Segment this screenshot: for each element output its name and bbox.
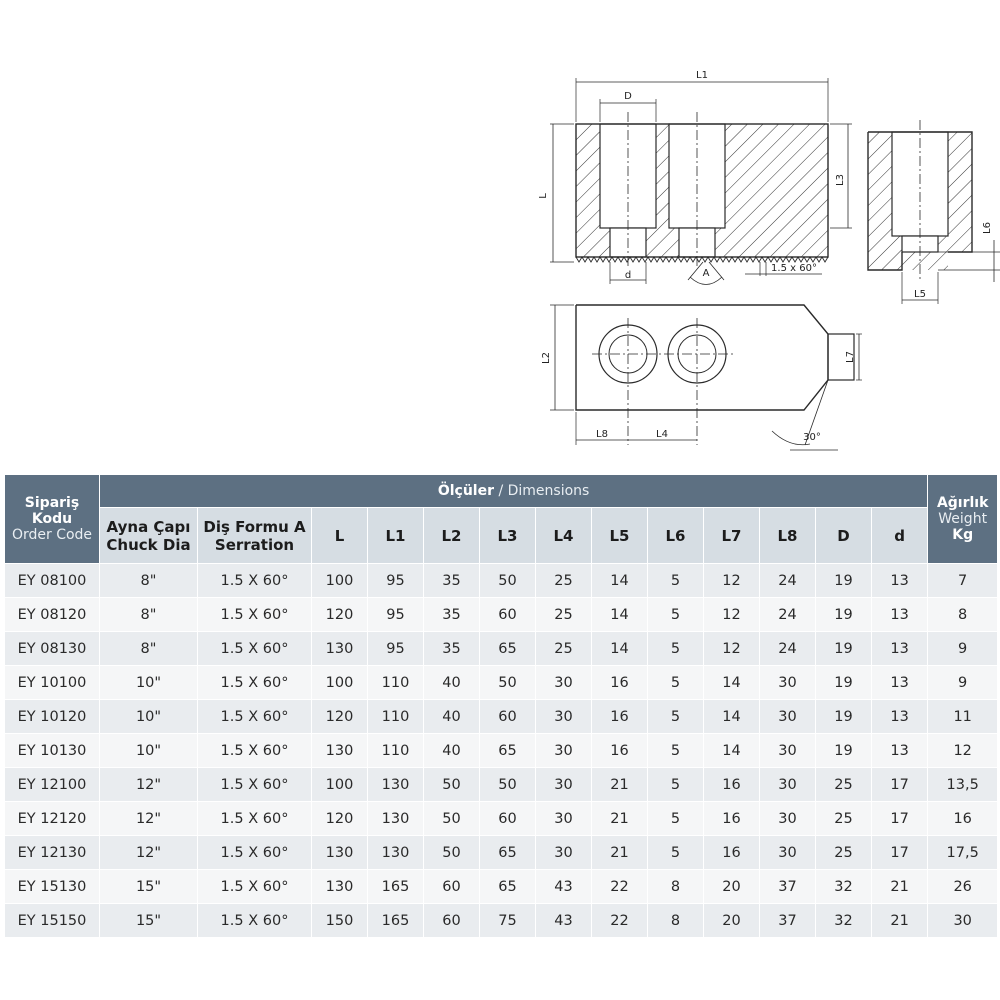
- table-cell: 30: [536, 802, 592, 836]
- table-cell: 60: [424, 870, 480, 904]
- table-cell: 100: [312, 666, 368, 700]
- table-cell: 8: [928, 598, 998, 632]
- table-cell: 17,5: [928, 836, 998, 870]
- table-cell: 22: [592, 870, 648, 904]
- table-cell: 30: [536, 734, 592, 768]
- table-row: [5, 666, 998, 700]
- table-cell: 12: [704, 564, 760, 598]
- table-cell: 13: [872, 632, 928, 666]
- table-cell: 12": [100, 836, 198, 870]
- table-cell: 30: [760, 700, 816, 734]
- order-code-cell: EY 12130: [5, 836, 100, 870]
- table-cell: 30: [536, 768, 592, 802]
- table-cell: 30: [760, 734, 816, 768]
- table-cell: 16: [928, 802, 998, 836]
- table-cell: 14: [704, 666, 760, 700]
- table-cell: 40: [424, 700, 480, 734]
- table-cell: 24: [760, 564, 816, 598]
- table-cell: 100: [312, 564, 368, 598]
- table-cell: 26: [928, 870, 998, 904]
- table-row: [5, 734, 998, 768]
- table-cell: 1.5 X 60°: [198, 564, 312, 598]
- order-code-cell: EY 10130: [5, 734, 100, 768]
- dim-label-L4: L4: [656, 429, 668, 440]
- table-cell: 65: [480, 734, 536, 768]
- table-cell: 8": [100, 564, 198, 598]
- dimensions-header-en: Dimensions: [507, 483, 590, 499]
- table-cell: 17: [872, 836, 928, 870]
- table-cell: 25: [816, 836, 872, 870]
- table-cell: 1.5 X 60°: [198, 904, 312, 938]
- table-cell: 16: [592, 700, 648, 734]
- table-cell: 30: [760, 836, 816, 870]
- table-cell: 165: [368, 870, 424, 904]
- table-cell: 30: [536, 666, 592, 700]
- table-cell: 32: [816, 870, 872, 904]
- table-cell: 20: [704, 870, 760, 904]
- chuck-dia-header-en: Chuck Dia: [106, 535, 191, 554]
- table-cell: 16: [704, 802, 760, 836]
- table-cell: 16: [704, 768, 760, 802]
- order-code-cell: EY 08120: [5, 598, 100, 632]
- table-cell: 130: [312, 632, 368, 666]
- table-cell: 10": [100, 700, 198, 734]
- table-cell: 24: [760, 632, 816, 666]
- col-header-L: L: [312, 508, 368, 564]
- table-cell: 25: [816, 802, 872, 836]
- table-cell: 12: [704, 598, 760, 632]
- table-row: [5, 904, 998, 938]
- order-code-cell: EY 12100: [5, 768, 100, 802]
- table-cell: 30: [536, 836, 592, 870]
- table-cell: 13: [872, 734, 928, 768]
- specification-table: [4, 474, 998, 938]
- table-cell: 20: [704, 904, 760, 938]
- chuck-dia-header-tr: Ayna Çapı: [106, 517, 191, 536]
- table-cell: 13: [872, 598, 928, 632]
- table-cell: 95: [368, 564, 424, 598]
- table-cell: 13: [872, 700, 928, 734]
- table-cell: 120: [312, 700, 368, 734]
- table-cell: 22: [592, 904, 648, 938]
- table-row: [5, 768, 998, 802]
- order-code-cell: EY 15150: [5, 904, 100, 938]
- table-cell: 75: [480, 904, 536, 938]
- table-cell: 14: [592, 598, 648, 632]
- table-cell: 30: [928, 904, 998, 938]
- table-cell: 5: [648, 598, 704, 632]
- table-cell: 35: [424, 564, 480, 598]
- table-cell: 19: [816, 598, 872, 632]
- table-cell: 37: [760, 904, 816, 938]
- table-cell: 1.5 X 60°: [198, 836, 312, 870]
- table-cell: 15": [100, 870, 198, 904]
- table-row: [5, 598, 998, 632]
- table-cell: 1.5 X 60°: [198, 666, 312, 700]
- table-cell: 14: [592, 632, 648, 666]
- dim-label-L5: L5: [914, 289, 926, 300]
- table-cell: 5: [648, 768, 704, 802]
- col-header-L8: L8: [760, 508, 816, 564]
- table-cell: 21: [592, 836, 648, 870]
- dim-label-L7: L7: [845, 351, 856, 363]
- table-cell: 5: [648, 632, 704, 666]
- table-cell: 1.5 X 60°: [198, 870, 312, 904]
- table-cell: 65: [480, 870, 536, 904]
- table-cell: 19: [816, 734, 872, 768]
- dimensions-header-sep: /: [494, 483, 508, 499]
- table-cell: 30: [760, 802, 816, 836]
- table-cell: 21: [872, 870, 928, 904]
- table-cell: 32: [816, 904, 872, 938]
- table-cell: 150: [312, 904, 368, 938]
- table-cell: 37: [760, 870, 816, 904]
- technical-drawing: [0, 0, 1000, 470]
- col-header-L2: L2: [424, 508, 480, 564]
- order-code-cell: EY 10100: [5, 666, 100, 700]
- table-cell: 35: [424, 632, 480, 666]
- table-cell: 8: [648, 870, 704, 904]
- col-header-L1: L1: [368, 508, 424, 564]
- col-header-L7: L7: [704, 508, 760, 564]
- order-code-cell: EY 12120: [5, 802, 100, 836]
- table-cell: 50: [424, 802, 480, 836]
- table-cell: 130: [312, 836, 368, 870]
- table-cell: 19: [816, 564, 872, 598]
- dim-label-L6: L6: [982, 222, 993, 234]
- table-cell: 43: [536, 904, 592, 938]
- table-cell: 9: [928, 666, 998, 700]
- table-row: [5, 802, 998, 836]
- table-cell: 19: [816, 632, 872, 666]
- table-cell: 13: [872, 666, 928, 700]
- table-cell: 16: [592, 734, 648, 768]
- table-cell: 17: [872, 802, 928, 836]
- table-cell: 43: [536, 870, 592, 904]
- dim-label-L3: L3: [835, 174, 846, 186]
- table-cell: 165: [368, 904, 424, 938]
- table-cell: 19: [816, 700, 872, 734]
- table-cell: 21: [592, 802, 648, 836]
- table-cell: 60: [480, 598, 536, 632]
- table-cell: 13: [872, 564, 928, 598]
- table-cell: 50: [480, 768, 536, 802]
- table-cell: 1.5 X 60°: [198, 768, 312, 802]
- table-cell: 95: [368, 598, 424, 632]
- table-cell: 19: [816, 666, 872, 700]
- table-row: [5, 870, 998, 904]
- table-cell: 30: [760, 666, 816, 700]
- table-cell: 5: [648, 564, 704, 598]
- table-cell: 65: [480, 836, 536, 870]
- table-cell: 35: [424, 598, 480, 632]
- table-cell: 100: [312, 768, 368, 802]
- table-cell: 95: [368, 632, 424, 666]
- weight-header: [928, 475, 998, 564]
- table-cell: 21: [872, 904, 928, 938]
- dim-label-serration: 1.5 x 60°: [771, 263, 817, 274]
- dim-label-d: d: [624, 270, 632, 281]
- table-cell: 1.5 X 60°: [198, 598, 312, 632]
- table-cell: 12: [928, 734, 998, 768]
- table-cell: 25: [536, 564, 592, 598]
- table-cell: 60: [424, 904, 480, 938]
- table-cell: 30: [760, 768, 816, 802]
- table-body: [5, 564, 998, 938]
- table-cell: 110: [368, 700, 424, 734]
- table-cell: 24: [760, 598, 816, 632]
- col-header-d: d: [872, 508, 928, 564]
- weight-header-en: Weight: [938, 511, 988, 527]
- table-cell: 1.5 X 60°: [198, 734, 312, 768]
- table-cell: 14: [704, 734, 760, 768]
- serration-header-en: Serration: [214, 535, 295, 554]
- table-cell: 50: [480, 564, 536, 598]
- table-cell: 60: [480, 700, 536, 734]
- table-cell: 65: [480, 632, 536, 666]
- table-cell: 130: [368, 768, 424, 802]
- serration-header: [198, 508, 312, 564]
- front-section-view: [550, 78, 852, 285]
- dim-label-L8: L8: [596, 429, 608, 440]
- table-cell: 5: [648, 734, 704, 768]
- column-header-row: [5, 508, 998, 564]
- table-cell: 40: [424, 734, 480, 768]
- col-header-L4: L4: [536, 508, 592, 564]
- table-cell: 130: [312, 734, 368, 768]
- table-cell: 16: [592, 666, 648, 700]
- dim-label-L: L: [538, 193, 549, 199]
- chuck-dia-header: [100, 508, 198, 564]
- dim-label-L2: L2: [541, 352, 552, 364]
- serration-header-tr: Diş Formu A: [203, 517, 306, 536]
- table-row: [5, 836, 998, 870]
- dim-label-angle: 30°: [803, 432, 821, 443]
- table-cell: 110: [368, 734, 424, 768]
- table-cell: 8": [100, 598, 198, 632]
- table-cell: 12": [100, 802, 198, 836]
- table-cell: 10": [100, 734, 198, 768]
- table-cell: 1.5 X 60°: [198, 700, 312, 734]
- dimensions-header: [100, 475, 928, 508]
- table-cell: 17: [872, 768, 928, 802]
- order-code-cell: EY 08130: [5, 632, 100, 666]
- weight-header-tr: Ağırlık: [936, 495, 989, 511]
- table-cell: 14: [704, 700, 760, 734]
- dim-label-L1: L1: [696, 70, 708, 81]
- table-cell: 12: [704, 632, 760, 666]
- table-cell: 25: [536, 598, 592, 632]
- table-cell: 130: [368, 836, 424, 870]
- col-header-D: D: [816, 508, 872, 564]
- order-code-header-en: Order Code: [11, 527, 93, 543]
- dim-label-D: D: [624, 91, 632, 102]
- table-cell: 12": [100, 768, 198, 802]
- table-cell: 1.5 X 60°: [198, 802, 312, 836]
- order-code-header-tr: Sipariş Kodu: [24, 495, 80, 527]
- table-cell: 60: [480, 802, 536, 836]
- table-cell: 110: [368, 666, 424, 700]
- table-cell: 50: [424, 836, 480, 870]
- table-cell: 120: [312, 598, 368, 632]
- order-code-cell: EY 15130: [5, 870, 100, 904]
- dim-label-A: A: [702, 268, 710, 279]
- table-cell: 50: [424, 768, 480, 802]
- table-cell: 16: [704, 836, 760, 870]
- table-cell: 40: [424, 666, 480, 700]
- table-cell: 9: [928, 632, 998, 666]
- order-code-header: [5, 475, 100, 564]
- table-row: [5, 700, 998, 734]
- table-cell: 11: [928, 700, 998, 734]
- dimensions-header-tr: Ölçüler: [437, 483, 494, 499]
- table-cell: 8: [648, 904, 704, 938]
- table-cell: 5: [648, 700, 704, 734]
- table-row: [5, 632, 998, 666]
- table-cell: 130: [368, 802, 424, 836]
- table-cell: 5: [648, 836, 704, 870]
- table-cell: 14: [592, 564, 648, 598]
- table-cell: 21: [592, 768, 648, 802]
- table-cell: 50: [480, 666, 536, 700]
- table-cell: 120: [312, 802, 368, 836]
- order-code-cell: EY 10120: [5, 700, 100, 734]
- weight-header-unit: Kg: [952, 527, 974, 543]
- table-cell: 30: [536, 700, 592, 734]
- table-cell: 10": [100, 666, 198, 700]
- table-cell: 5: [648, 802, 704, 836]
- table-cell: 5: [648, 666, 704, 700]
- table-cell: 13,5: [928, 768, 998, 802]
- order-code-cell: EY 08100: [5, 564, 100, 598]
- table-cell: 15": [100, 904, 198, 938]
- table-cell: 25: [536, 632, 592, 666]
- col-header-L5: L5: [592, 508, 648, 564]
- table-cell: 1.5 X 60°: [198, 632, 312, 666]
- table-cell: 8": [100, 632, 198, 666]
- side-section-view: [868, 120, 1000, 304]
- table-row: [5, 564, 998, 598]
- col-header-L6: L6: [648, 508, 704, 564]
- table-cell: 25: [816, 768, 872, 802]
- table-cell: 130: [312, 870, 368, 904]
- col-header-L3: L3: [480, 508, 536, 564]
- table-cell: 7: [928, 564, 998, 598]
